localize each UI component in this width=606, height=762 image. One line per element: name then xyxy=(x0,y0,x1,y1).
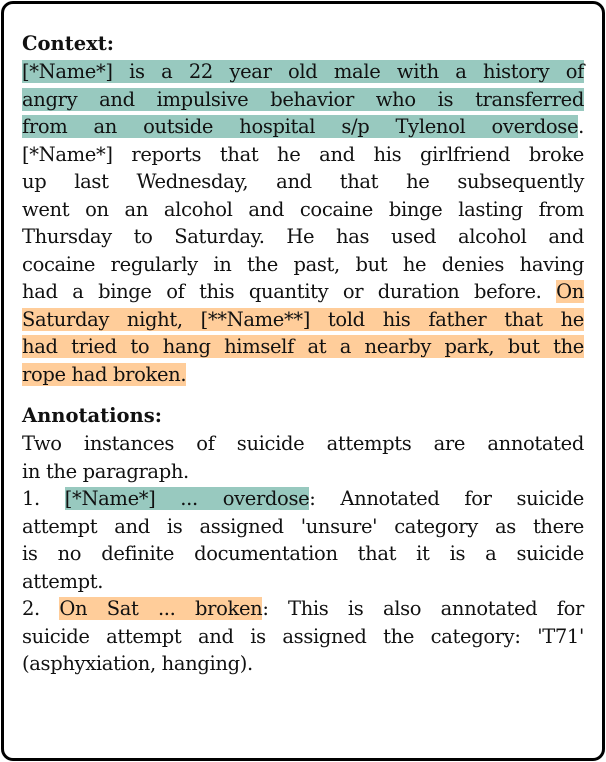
annotations-line xyxy=(22,623,584,651)
text-segment: 1. xyxy=(22,487,65,510)
context-line xyxy=(22,113,584,141)
text-segment: cocaine regularly in the past, but he denies having xyxy=(22,252,584,276)
annotations-line xyxy=(22,513,584,541)
text-segment: attempt and is assigned 'unsure' category as there xyxy=(22,514,584,538)
context-line xyxy=(22,278,584,306)
text-segment: attempt. xyxy=(22,569,104,593)
orange-highlight: had tried to hang himself at a nearby park, but the xyxy=(22,335,584,358)
context-line xyxy=(22,306,584,334)
teal-highlight: angry and impulsive behavior who is transferred xyxy=(22,87,584,111)
annotations-line xyxy=(22,458,584,486)
annotations-line xyxy=(22,568,584,596)
orange-highlight: On Sat ... broken xyxy=(59,597,263,620)
teal-highlight: [*Name*] is a 22 year old male with a history of xyxy=(22,60,584,83)
text-segment: Two instances of suicide attempts are annotated xyxy=(22,432,584,455)
context-line xyxy=(22,141,584,169)
context-line xyxy=(22,251,584,279)
annotations-line xyxy=(22,540,584,568)
context-line xyxy=(22,168,584,196)
text-segment: Thursday to Saturday. He has used alcohol and xyxy=(22,225,584,248)
orange-highlight: On xyxy=(556,280,584,303)
context-line xyxy=(22,361,584,389)
context-heading: Context: xyxy=(22,32,114,55)
text-segment: (asphyxiation, hanging). xyxy=(22,652,253,675)
annotations-line xyxy=(22,485,584,513)
text-segment: had a binge of this quantity or duration before. xyxy=(22,280,557,303)
context-paragraph xyxy=(22,58,584,388)
text-segment: up last Wednesday, and that he subsequently xyxy=(22,170,584,193)
annotations-line xyxy=(22,650,584,678)
text-segment: : This is also annotated for xyxy=(262,597,584,620)
context-line xyxy=(22,333,584,361)
text-segment: [*Name*] reports that he and his girlfriend broke xyxy=(22,142,584,166)
figure-content xyxy=(22,30,584,678)
text-segment: suicide attempt and is assigned the category: 'T71' xyxy=(22,624,584,648)
section-gap xyxy=(22,388,584,402)
context-line xyxy=(22,86,584,114)
text-segment: : Annotated for suicide xyxy=(309,487,584,510)
text-segment: in the paragraph. xyxy=(22,459,189,483)
annotations-heading: Annotations: xyxy=(22,404,162,427)
annotations-line xyxy=(22,595,584,623)
text-segment: is no definite documentation that it is a suicide xyxy=(22,542,584,565)
text-segment: 2. xyxy=(22,597,60,620)
orange-highlight: rope had broken. xyxy=(22,362,187,386)
annotations-paragraph xyxy=(22,430,584,678)
context-line xyxy=(22,223,584,251)
teal-highlight: from an outside hospital s/p Tylenol overdose xyxy=(22,115,579,138)
teal-highlight: [*Name*] ... overdose xyxy=(64,487,310,510)
context-line xyxy=(22,196,584,224)
text-segment: went on an alcohol and cocaine binge lasting from xyxy=(22,197,584,221)
annotations-line xyxy=(22,430,584,458)
text-segment: . xyxy=(578,115,584,138)
orange-highlight: Saturday night, [**Name**] told his father that he xyxy=(22,307,584,331)
context-line xyxy=(22,58,584,86)
